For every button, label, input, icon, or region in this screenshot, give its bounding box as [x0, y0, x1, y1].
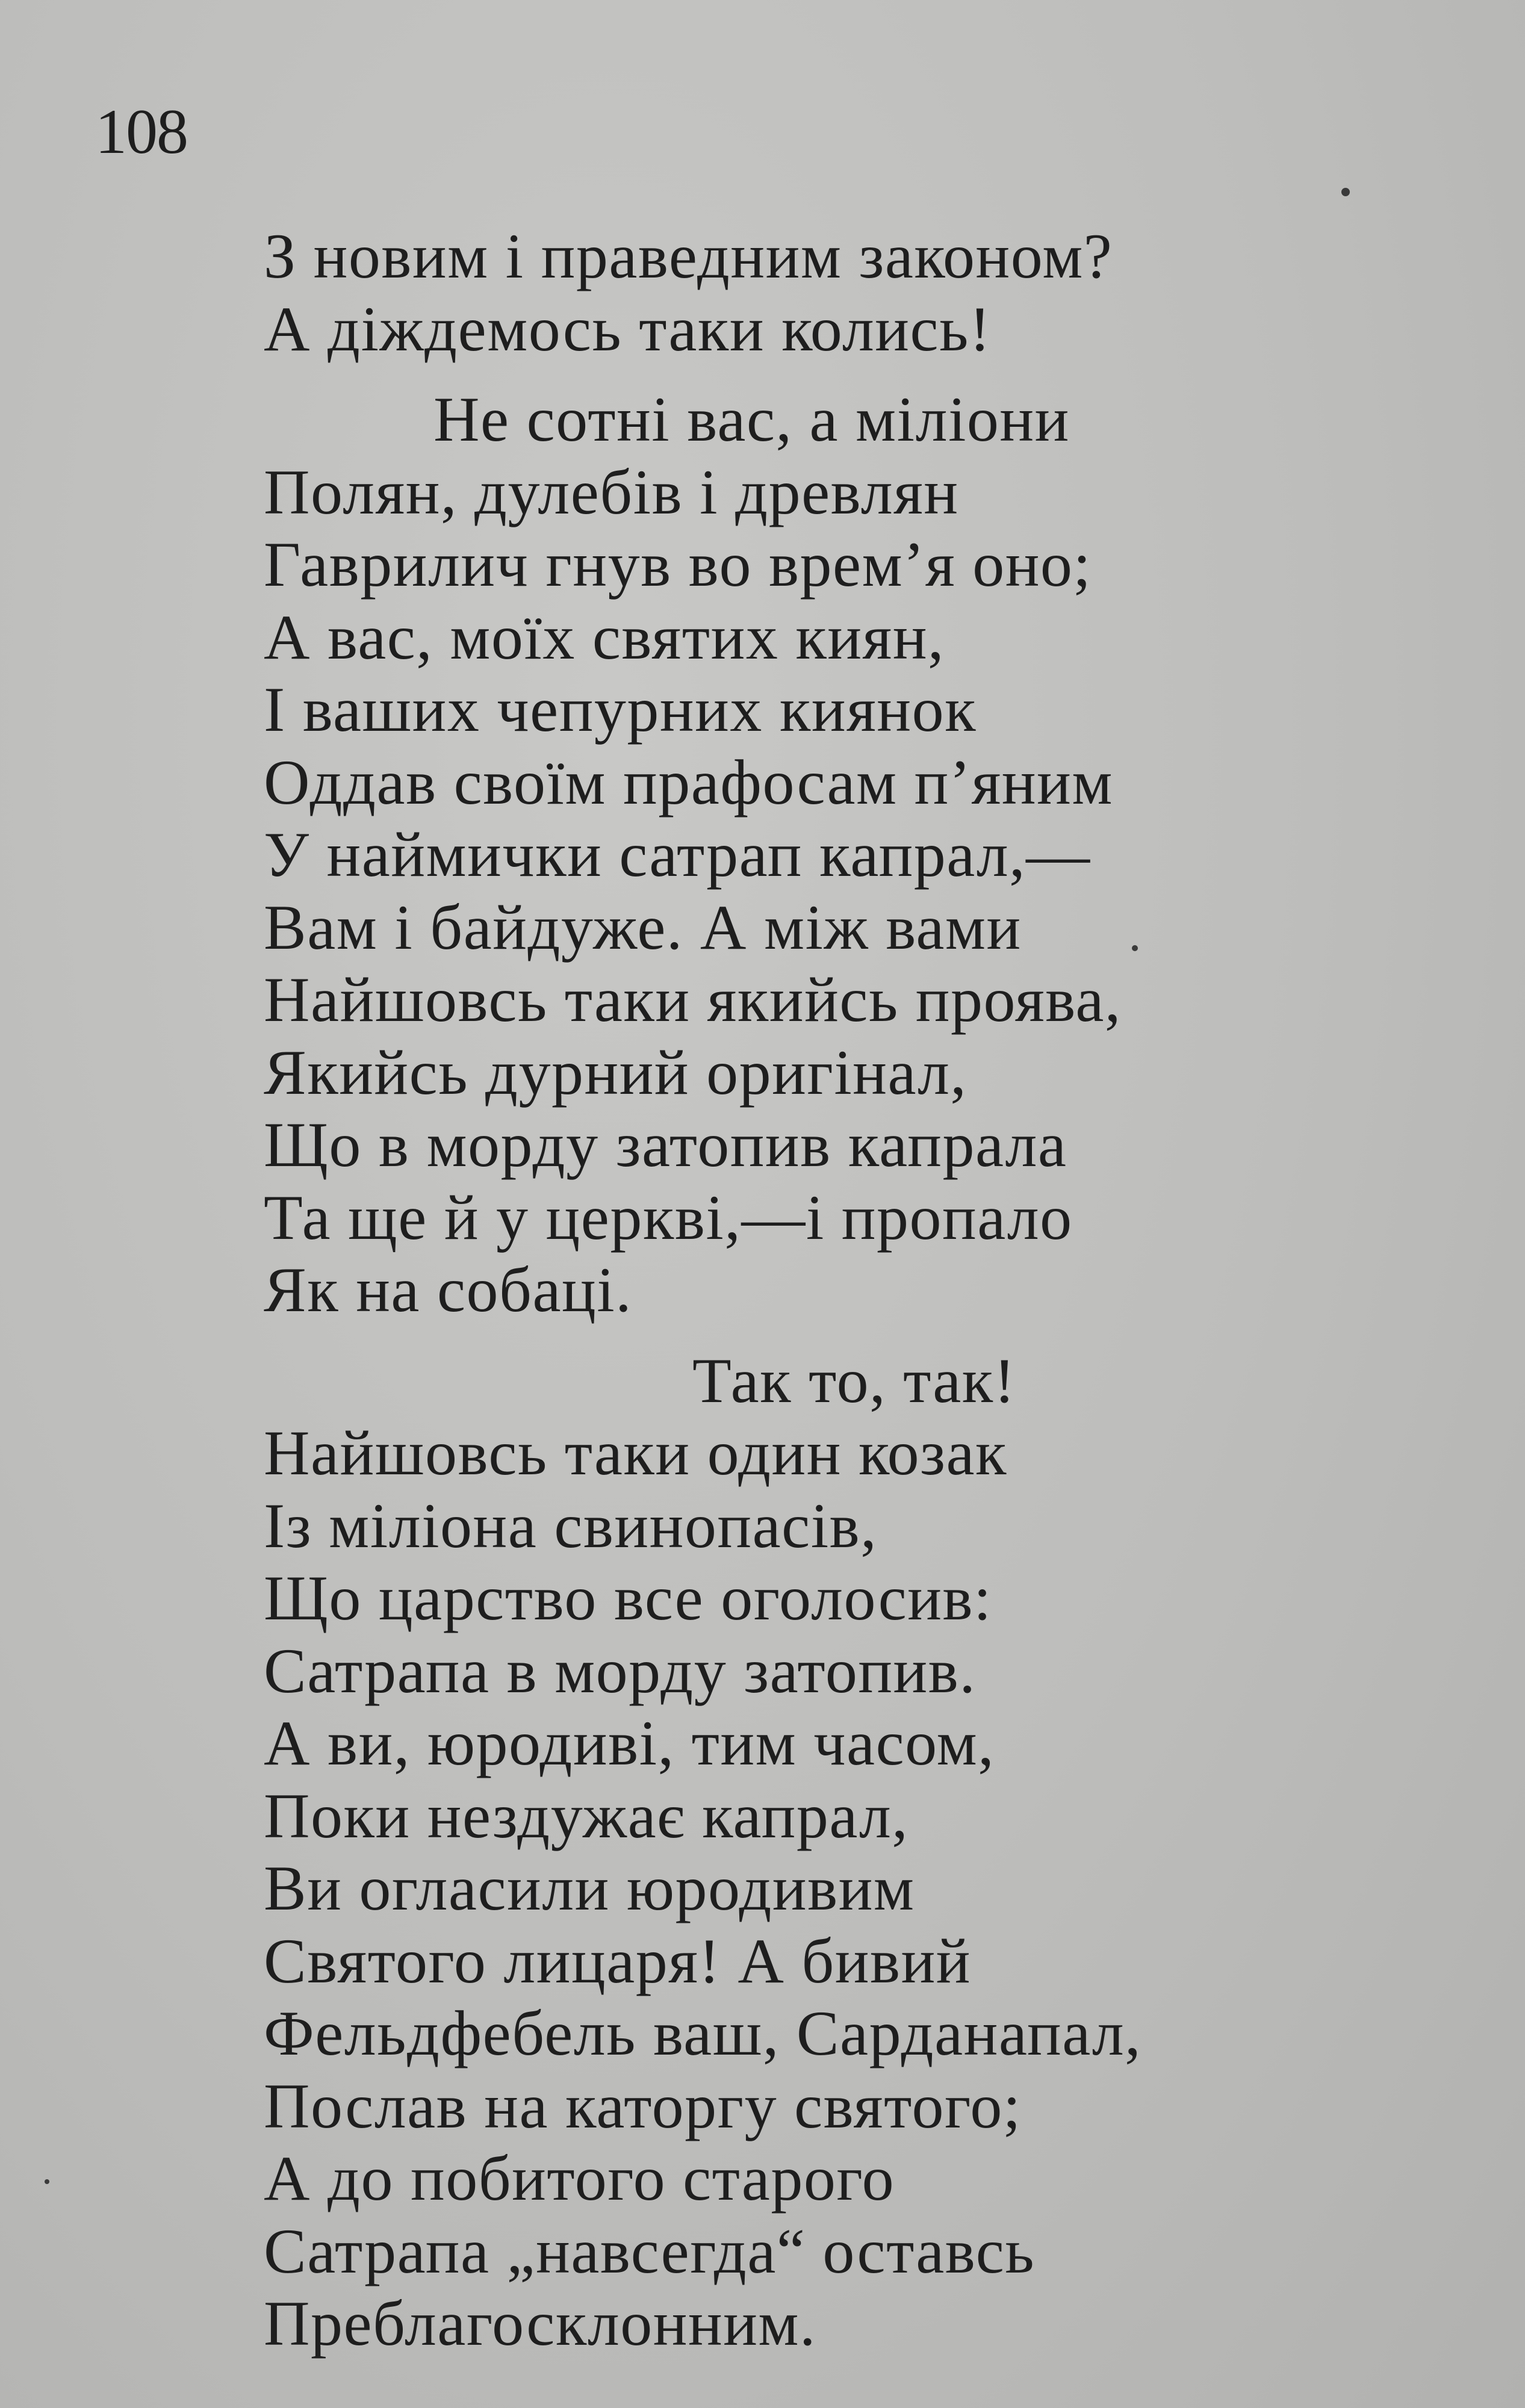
stanza-gap [264, 365, 1347, 383]
poem-line: Вам і байдуже. А між вами [264, 892, 1022, 963]
stanza-gap [264, 1327, 1347, 1345]
poem-text [264, 220, 1347, 2360]
poem-line: Що царство все оголосив: [264, 1563, 992, 1633]
poem-line: Сатрапа в морду затопив. [264, 1635, 977, 1706]
poem-line: Послав на каторгу святого; [264, 2070, 1022, 2141]
poem-line: Найшовсь таки якийсь проява, [264, 964, 1122, 1035]
poem-line: Не сотні вас, а міліони [433, 384, 1070, 455]
poem-line: А діждемось таки колись! [264, 293, 992, 364]
poem-line: Найшовсь таки один козак [264, 1418, 1008, 1488]
poem-line: Із міліона свинопасів, [264, 1490, 878, 1561]
poem-line: Ви огласили юродивим [264, 1853, 915, 1923]
poem-line: Якийсь дурний оригінал, [264, 1037, 967, 1108]
poem-line: Фельдфебель ваш, Сарданапал, [264, 1998, 1142, 2068]
poem-line: А вас, моїх святих киян, [264, 601, 945, 672]
poem-line: Полян, дулебів і древлян [264, 456, 959, 527]
poem-line: А до побитого старого [264, 2143, 895, 2214]
poem-line: Преблагосклонним. [264, 2288, 817, 2359]
poem-line: Гаврилич гнув во врем’я оно; [264, 529, 1092, 600]
poem-line: Сатрапа „навсегда“ оставсь [264, 2215, 1036, 2286]
poem-line: У наймички сатрап капрал,— [264, 819, 1091, 890]
poem-line: Оддав своїм прафосам п’яним [264, 746, 1113, 818]
poem-line: Та ще й у церкві,—і пропало [264, 1182, 1073, 1253]
poem-line: І ваших чепурних киянок [264, 674, 977, 745]
paper-speck [1341, 188, 1350, 196]
poem-line: З новим і праведним законом? [264, 221, 1113, 291]
poem-line: Як на собаці. [264, 1255, 633, 1325]
paper-speck [45, 2179, 49, 2184]
page-number: 108 [95, 96, 187, 167]
poem-line: Поки нездужає капрал, [264, 1780, 909, 1851]
poem-line: Так то, так! [692, 1345, 1016, 1416]
poem-line: Святого лицаря! А бивий [264, 1925, 972, 1996]
poem-line: Що в морду затопив капрала [264, 1109, 1067, 1180]
poem-line: А ви, юродиві, тим часом, [264, 1708, 995, 1778]
paper-speck [1132, 945, 1138, 951]
